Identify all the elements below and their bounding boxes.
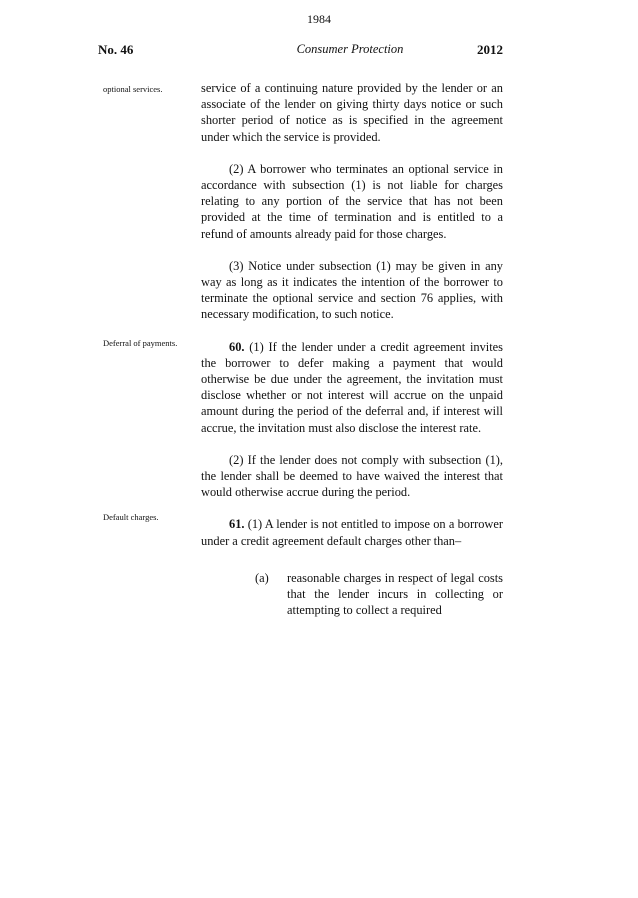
section-61 [201,516,503,548]
margin-note-optional-services: optional services. [103,84,163,94]
paragraph-subsection-2: (2) A borrower who terminates an optional service in accordance with subsection (1) is not liable for charges relating to any portion of the service that has not been provided at the time of termination and is entitled to a refund of amounts already paid for those charges. [201,161,503,241]
margin-note-deferral: Deferral of payments. [103,338,178,348]
section-61-number: 61. [229,517,245,532]
margin-note-default-charges: Default charges. [103,512,159,522]
page-number: 1984 [307,12,331,26]
section-60-text: (1) If the lender under a credit agreement invites the borrower to defer making a payment that would otherwise be due under the agreement, the invitation must disclose whether or not interest will accrue on the unpaid amount during the period of the deferral and, if interest will accrue, the invitation must also disclose the interest rate. [201,339,503,435]
body-text [201,80,503,565]
paragraph-continuation: service of a continuing nature provided by the lender or an associate of the lender on giving thirty days notice or such shorter period of notice as is specified in the agreement under which the service is provided. [201,81,503,144]
section-60-number: 60. [229,339,245,354]
paragraph-subsection-3: (3) Notice under subsection (1) may be given in any way as long as it indicates the intention of the borrower to terminate the optional service and section 76 applies, with necessary modification, to such notice. [201,258,503,322]
act-title: Consumer Protection [296,42,404,56]
running-header [0,42,638,60]
list-item-label: (a) [255,571,269,585]
list-item-text: reasonable charges in respect of legal costs that the lender incurs in collecting or attempting to collect a required [287,571,503,618]
section-60 [201,339,503,436]
section-60-subsection-2: (2) If the lender does not comply with subsection (1), the lender shall be deemed to have waived the interest that would otherwise accrue during the period. [201,452,503,500]
act-year: 2012 [477,42,503,57]
act-number: No. 46 [98,42,134,57]
section-61-text: (1) A lender is not entitled to impose on a borrower under a credit agreement default charges other than– [201,517,503,548]
